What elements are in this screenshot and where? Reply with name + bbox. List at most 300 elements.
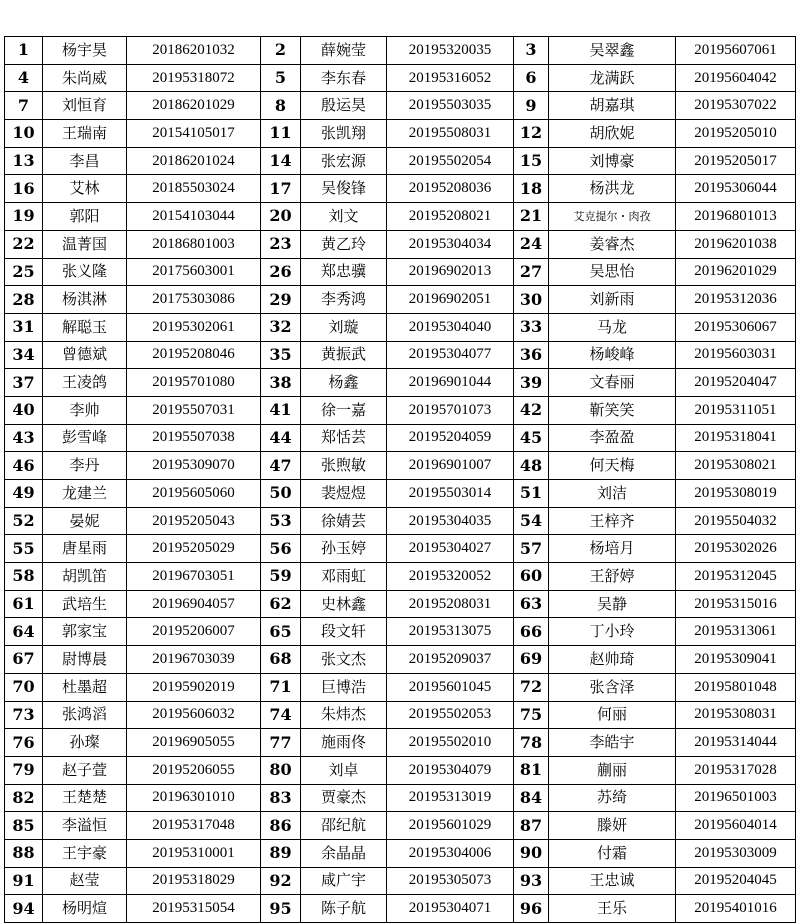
table-row: [5, 258, 796, 286]
student-id: 20195209037: [387, 646, 514, 674]
student-name: 徐一嘉: [301, 396, 387, 424]
student-name: 靳笑笑: [549, 396, 676, 424]
student-id: 20154103044: [127, 203, 261, 231]
student-id: 20154105017: [127, 120, 261, 148]
student-name: 李盈盈: [549, 424, 676, 452]
entry-number: 63: [514, 590, 549, 618]
entry-number: 27: [514, 258, 549, 286]
student-id: 20195305073: [387, 867, 514, 895]
entry-number: 1: [5, 37, 43, 65]
student-id: 20195205029: [127, 535, 261, 563]
entry-number: 49: [5, 480, 43, 508]
student-name: 吴静: [549, 590, 676, 618]
student-id: 20195318072: [127, 64, 261, 92]
entry-number: 39: [514, 369, 549, 397]
entry-number: 67: [5, 646, 43, 674]
student-name: 杜墨超: [43, 673, 127, 701]
student-name: 杨淇淋: [43, 286, 127, 314]
student-id: 20196901044: [387, 369, 514, 397]
entry-number: 78: [514, 729, 549, 757]
student-name: 丁小玲: [549, 618, 676, 646]
student-name: 刘璇: [301, 313, 387, 341]
student-id: 20195304071: [387, 895, 514, 923]
student-id: 20195604042: [676, 64, 796, 92]
entry-number: 84: [514, 784, 549, 812]
entry-number: 85: [5, 812, 43, 840]
student-id: 20195315016: [676, 590, 796, 618]
student-name: 艾克提尔・肉孜: [549, 203, 676, 231]
student-id: 20175303086: [127, 286, 261, 314]
entry-number: 90: [514, 839, 549, 867]
entry-number: 37: [5, 369, 43, 397]
student-id: 20195503035: [387, 92, 514, 120]
student-id: 20195304077: [387, 341, 514, 369]
entry-number: 82: [5, 784, 43, 812]
student-id: 20196904057: [127, 590, 261, 618]
entry-number: 34: [5, 341, 43, 369]
entry-number: 30: [514, 286, 549, 314]
student-id: 20195205043: [127, 507, 261, 535]
entry-number: 16: [5, 175, 43, 203]
student-name: 何丽: [549, 701, 676, 729]
student-id: 20195315054: [127, 895, 261, 923]
table-row: [5, 369, 796, 397]
entry-number: 11: [261, 120, 301, 148]
student-name: 张凯翔: [301, 120, 387, 148]
student-id: 20195306067: [676, 313, 796, 341]
entry-number: 81: [514, 756, 549, 784]
student-id: 20195508031: [387, 120, 514, 148]
student-id: 20195208046: [127, 341, 261, 369]
student-id: 20196902013: [387, 258, 514, 286]
entry-number: 70: [5, 673, 43, 701]
student-name: 温菁国: [43, 230, 127, 258]
table-row: [5, 286, 796, 314]
student-id: 20196703051: [127, 563, 261, 591]
student-name: 孙玉婷: [301, 535, 387, 563]
student-id: 20195204047: [676, 369, 796, 397]
table-row: [5, 480, 796, 508]
student-id: 20195318029: [127, 867, 261, 895]
student-id: 20195401016: [676, 895, 796, 923]
entry-number: 71: [261, 673, 301, 701]
student-id: 20196201038: [676, 230, 796, 258]
table-row: [5, 563, 796, 591]
student-name: 郑忠骥: [301, 258, 387, 286]
student-name: 滕妍: [549, 812, 676, 840]
student-name: 孙璨: [43, 729, 127, 757]
student-name: 施雨佟: [301, 729, 387, 757]
student-name: 张煦敏: [301, 452, 387, 480]
student-id: 20196901007: [387, 452, 514, 480]
entry-number: 18: [514, 175, 549, 203]
table-row: [5, 701, 796, 729]
student-id: 20195502053: [387, 701, 514, 729]
student-name: 尉博晨: [43, 646, 127, 674]
student-name: 杨鑫: [301, 369, 387, 397]
student-name: 苏绮: [549, 784, 676, 812]
entry-number: 96: [514, 895, 549, 923]
entry-number: 79: [5, 756, 43, 784]
student-id: 20195701080: [127, 369, 261, 397]
student-name: 王乐: [549, 895, 676, 923]
entry-number: 12: [514, 120, 549, 148]
student-name: 胡凯笛: [43, 563, 127, 591]
student-id: 20195208021: [387, 203, 514, 231]
entry-number: 73: [5, 701, 43, 729]
student-name: 李昌: [43, 147, 127, 175]
entry-number: 23: [261, 230, 301, 258]
student-id: 20195306044: [676, 175, 796, 203]
student-name: 张含泽: [549, 673, 676, 701]
student-name: 杨峻峰: [549, 341, 676, 369]
entry-number: 53: [261, 507, 301, 535]
student-id: 20195312045: [676, 563, 796, 591]
table-row: [5, 729, 796, 757]
student-id: 20196201029: [676, 258, 796, 286]
student-name: 徐婧芸: [301, 507, 387, 535]
student-id: 20195607061: [676, 37, 796, 65]
student-id: 20195304034: [387, 230, 514, 258]
entry-number: 15: [514, 147, 549, 175]
entry-number: 89: [261, 839, 301, 867]
student-name: 武培生: [43, 590, 127, 618]
student-id: 20195308021: [676, 452, 796, 480]
table-row: [5, 341, 796, 369]
student-name: 赵莹: [43, 867, 127, 895]
entry-number: 88: [5, 839, 43, 867]
table-row: [5, 424, 796, 452]
student-name: 蒯丽: [549, 756, 676, 784]
student-name: 赵子萱: [43, 756, 127, 784]
table-row: [5, 535, 796, 563]
entry-number: 72: [514, 673, 549, 701]
entry-number: 48: [514, 452, 549, 480]
student-id: 20185503024: [127, 175, 261, 203]
student-name: 李溢恒: [43, 812, 127, 840]
student-name: 薛婉莹: [301, 37, 387, 65]
student-id: 20195304027: [387, 535, 514, 563]
entry-number: 83: [261, 784, 301, 812]
student-name: 杨宇昊: [43, 37, 127, 65]
table-row: [5, 618, 796, 646]
table-row: [5, 507, 796, 535]
student-name: 王瑞南: [43, 120, 127, 148]
student-id: 20195601029: [387, 812, 514, 840]
table-row: [5, 64, 796, 92]
entry-number: 64: [5, 618, 43, 646]
student-id: 20195320035: [387, 37, 514, 65]
student-id: 20196902051: [387, 286, 514, 314]
student-id: 20195310001: [127, 839, 261, 867]
student-name: 龙满跃: [549, 64, 676, 92]
entry-number: 29: [261, 286, 301, 314]
student-name: 刘博豪: [549, 147, 676, 175]
entry-number: 58: [5, 563, 43, 591]
entry-number: 33: [514, 313, 549, 341]
entry-number: 44: [261, 424, 301, 452]
entry-number: 13: [5, 147, 43, 175]
student-id: 20195206055: [127, 756, 261, 784]
student-id: 20195302026: [676, 535, 796, 563]
table-row: [5, 396, 796, 424]
student-name: 贾豪杰: [301, 784, 387, 812]
entry-number: 7: [5, 92, 43, 120]
student-id: 20195314044: [676, 729, 796, 757]
student-name: 李丹: [43, 452, 127, 480]
student-id: 20195307022: [676, 92, 796, 120]
student-id: 20195312036: [676, 286, 796, 314]
student-name: 余晶晶: [301, 839, 387, 867]
entry-number: 14: [261, 147, 301, 175]
entry-number: 86: [261, 812, 301, 840]
student-name: 付霜: [549, 839, 676, 867]
table-row: [5, 313, 796, 341]
student-id: 20186801003: [127, 230, 261, 258]
entry-number: 87: [514, 812, 549, 840]
entry-number: 36: [514, 341, 549, 369]
student-name: 吴翠鑫: [549, 37, 676, 65]
student-name: 吴俊锋: [301, 175, 387, 203]
student-name: 张宏源: [301, 147, 387, 175]
student-id: 20195309070: [127, 452, 261, 480]
table-row: [5, 784, 796, 812]
entry-number: 5: [261, 64, 301, 92]
entry-number: 54: [514, 507, 549, 535]
student-name: 刘卓: [301, 756, 387, 784]
student-name: 姜睿杰: [549, 230, 676, 258]
entry-number: 61: [5, 590, 43, 618]
student-name: 邵纪航: [301, 812, 387, 840]
student-id: 20195206007: [127, 618, 261, 646]
student-id: 20195304035: [387, 507, 514, 535]
student-name: 王楚楚: [43, 784, 127, 812]
student-id: 20195302061: [127, 313, 261, 341]
student-name: 赵帅琦: [549, 646, 676, 674]
student-name: 张文杰: [301, 646, 387, 674]
student-name: 刘文: [301, 203, 387, 231]
student-name: 邓雨虹: [301, 563, 387, 591]
student-name: 黄振武: [301, 341, 387, 369]
student-name: 刘洁: [549, 480, 676, 508]
student-name: 张义隆: [43, 258, 127, 286]
student-name: 彭雪峰: [43, 424, 127, 452]
entry-number: 51: [514, 480, 549, 508]
entry-number: 8: [261, 92, 301, 120]
entry-number: 93: [514, 867, 549, 895]
student-name: 马龙: [549, 313, 676, 341]
entry-number: 38: [261, 369, 301, 397]
table-row: [5, 120, 796, 148]
student-name: 王凌鸽: [43, 369, 127, 397]
student-name: 王舒婷: [549, 563, 676, 591]
student-id: 20196301010: [127, 784, 261, 812]
entry-number: 31: [5, 313, 43, 341]
student-name: 李帅: [43, 396, 127, 424]
student-name: 郭家宝: [43, 618, 127, 646]
student-id: 20195502010: [387, 729, 514, 757]
student-name: 曾德斌: [43, 341, 127, 369]
student-name: 王梓齐: [549, 507, 676, 535]
entry-number: 80: [261, 756, 301, 784]
entry-number: 47: [261, 452, 301, 480]
entry-number: 19: [5, 203, 43, 231]
student-name: 唐星雨: [43, 535, 127, 563]
entry-number: 25: [5, 258, 43, 286]
entry-number: 22: [5, 230, 43, 258]
student-id: 20195507031: [127, 396, 261, 424]
entry-number: 59: [261, 563, 301, 591]
student-id: 20196801013: [676, 203, 796, 231]
student-id: 20195605060: [127, 480, 261, 508]
student-name: 朱尚威: [43, 64, 127, 92]
entry-number: 46: [5, 452, 43, 480]
entry-number: 66: [514, 618, 549, 646]
table-row: [5, 895, 796, 923]
student-name: 解聪玉: [43, 313, 127, 341]
table-row: [5, 452, 796, 480]
entry-number: 68: [261, 646, 301, 674]
student-id: 20195304040: [387, 313, 514, 341]
student-id: 20195504032: [676, 507, 796, 535]
table-row: [5, 590, 796, 618]
student-id: 20195204059: [387, 424, 514, 452]
entry-number: 92: [261, 867, 301, 895]
student-id: 20196501003: [676, 784, 796, 812]
student-id: 20195320052: [387, 563, 514, 591]
student-id: 20195801048: [676, 673, 796, 701]
entry-number: 62: [261, 590, 301, 618]
student-name: 陈子航: [301, 895, 387, 923]
student-id: 20195205017: [676, 147, 796, 175]
entry-number: 50: [261, 480, 301, 508]
entry-number: 74: [261, 701, 301, 729]
student-id: 20195313019: [387, 784, 514, 812]
table-row: [5, 867, 796, 895]
student-id: 20195502054: [387, 147, 514, 175]
table-row: [5, 175, 796, 203]
student-name: 刘恒育: [43, 92, 127, 120]
student-name: 黄乙玲: [301, 230, 387, 258]
student-id: 20195701073: [387, 396, 514, 424]
student-id: 20186201032: [127, 37, 261, 65]
student-name: 郭阳: [43, 203, 127, 231]
student-id: 20175603001: [127, 258, 261, 286]
student-id: 20195304006: [387, 839, 514, 867]
student-id: 20195316052: [387, 64, 514, 92]
entry-number: 24: [514, 230, 549, 258]
entry-number: 76: [5, 729, 43, 757]
entry-number: 3: [514, 37, 549, 65]
student-name: 李东春: [301, 64, 387, 92]
student-id: 20195313075: [387, 618, 514, 646]
student-name: 杨明煊: [43, 895, 127, 923]
table-row: [5, 92, 796, 120]
student-name: 王宇豪: [43, 839, 127, 867]
student-id: 20186201024: [127, 147, 261, 175]
student-name: 郑恬芸: [301, 424, 387, 452]
entry-number: 10: [5, 120, 43, 148]
entry-number: 40: [5, 396, 43, 424]
entry-number: 35: [261, 341, 301, 369]
entry-number: 41: [261, 396, 301, 424]
student-id: 20195503014: [387, 480, 514, 508]
student-id: 20195208031: [387, 590, 514, 618]
student-id: 20195304079: [387, 756, 514, 784]
roster-body: [5, 37, 796, 923]
student-name: 段文轩: [301, 618, 387, 646]
student-roster-table: [4, 36, 796, 923]
entry-number: 57: [514, 535, 549, 563]
entry-number: 2: [261, 37, 301, 65]
entry-number: 6: [514, 64, 549, 92]
student-id: 20195208036: [387, 175, 514, 203]
student-name: 杨培月: [549, 535, 676, 563]
entry-number: 4: [5, 64, 43, 92]
student-id: 20195603031: [676, 341, 796, 369]
student-id: 20195311051: [676, 396, 796, 424]
student-id: 20186201029: [127, 92, 261, 120]
entry-number: 56: [261, 535, 301, 563]
entry-number: 9: [514, 92, 549, 120]
student-id: 20195604014: [676, 812, 796, 840]
table-row: [5, 646, 796, 674]
student-name: 殷运昊: [301, 92, 387, 120]
table-row: [5, 203, 796, 231]
entry-number: 43: [5, 424, 43, 452]
student-name: 刘新雨: [549, 286, 676, 314]
student-name: 李皓宇: [549, 729, 676, 757]
student-name: 李秀鸿: [301, 286, 387, 314]
entry-number: 17: [261, 175, 301, 203]
student-id: 20195317048: [127, 812, 261, 840]
student-id: 20195601045: [387, 673, 514, 701]
student-id: 20195309041: [676, 646, 796, 674]
entry-number: 45: [514, 424, 549, 452]
student-name: 杨洪龙: [549, 175, 676, 203]
student-name: 文春丽: [549, 369, 676, 397]
student-name: 裴煜煜: [301, 480, 387, 508]
entry-number: 60: [514, 563, 549, 591]
entry-number: 26: [261, 258, 301, 286]
table-row: [5, 230, 796, 258]
student-name: 巨博浩: [301, 673, 387, 701]
entry-number: 42: [514, 396, 549, 424]
student-id: 20196905055: [127, 729, 261, 757]
student-name: 朱炜杰: [301, 701, 387, 729]
entry-number: 52: [5, 507, 43, 535]
table-row: [5, 812, 796, 840]
entry-number: 75: [514, 701, 549, 729]
entry-number: 65: [261, 618, 301, 646]
student-name: 胡欣妮: [549, 120, 676, 148]
student-name: 胡嘉琪: [549, 92, 676, 120]
student-id: 20195313061: [676, 618, 796, 646]
student-name: 咸广宇: [301, 867, 387, 895]
student-id: 20195606032: [127, 701, 261, 729]
entry-number: 20: [261, 203, 301, 231]
student-id: 20195317028: [676, 756, 796, 784]
table-row: [5, 673, 796, 701]
student-name: 晏妮: [43, 507, 127, 535]
student-name: 张鸿滔: [43, 701, 127, 729]
student-name: 史林鑫: [301, 590, 387, 618]
student-id: 20195204045: [676, 867, 796, 895]
student-id: 20195308019: [676, 480, 796, 508]
student-id: 20195318041: [676, 424, 796, 452]
table-row: [5, 756, 796, 784]
student-name: 龙建兰: [43, 480, 127, 508]
